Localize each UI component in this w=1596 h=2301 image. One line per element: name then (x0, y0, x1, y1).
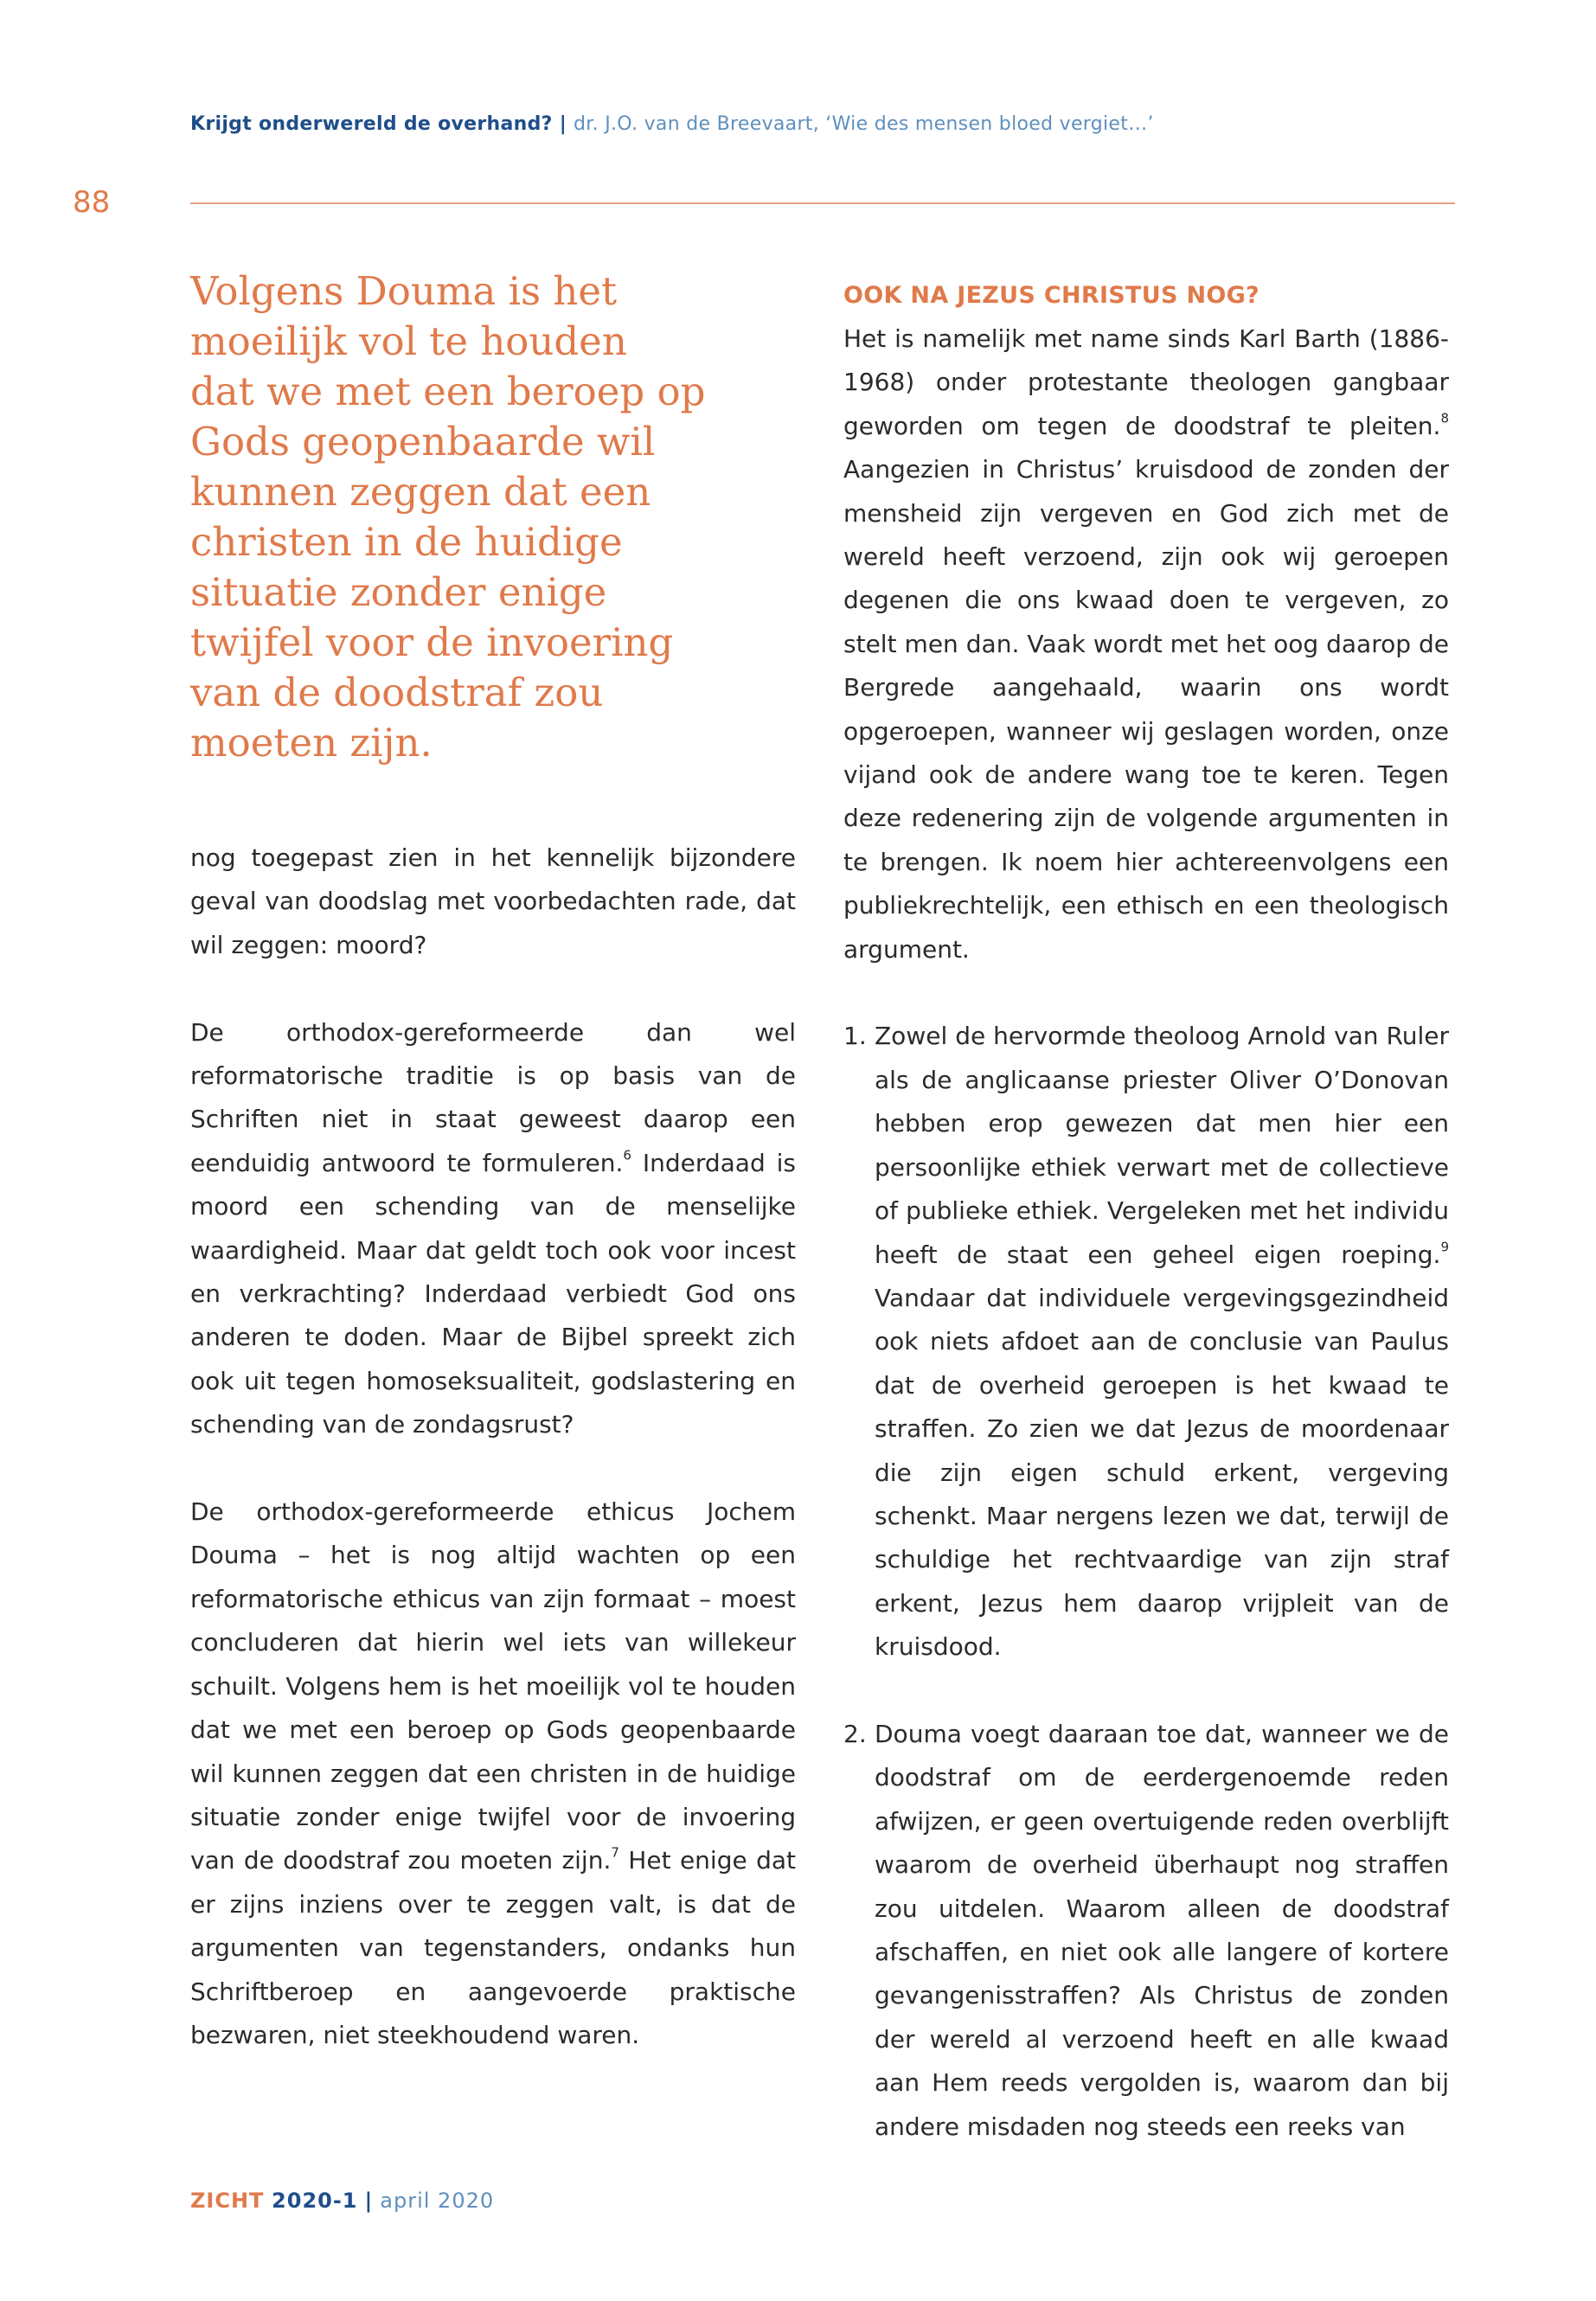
paragraph-text: Inderdaad is moord een schending van de menselijke waardigheid. Maar dat geldt toch ook voor incest en verkrachting? Inderdaad verbiedt God ons anderen te doden. Maar de Bijbel spreekt zich ook uit tegen homoseksualiteit, godslastering en schending van de zondagsrust? (190, 1148, 796, 1439)
list-item (843, 1015, 1449, 1669)
body-paragraph (190, 836, 796, 967)
list-item (843, 1713, 1449, 2149)
series-title: Krijgt onderwereld de overhand? (190, 113, 553, 135)
pull-quote-line: situatie zonder enige (190, 569, 607, 615)
list-item-text: Douma voegt daaraan toe dat, wanneer we de doodstraf om de eerdergenoemde reden afwijzen, er geen overtuigende reden overblijft waarom de overheid überhaupt nog straffen zou uitdelen. Waarom alleen de doodstraf afschaffen, en niet ook alle langere of kortere gevangenisstraffen? Als Christus de zonden der wereld al verzoend heeft en alle kwaad aan Hem reeds vergolden is, waarom dan bij andere misdaden nog steeds een reeks van (875, 1719, 1449, 2141)
pull-quote-line: van de doodstraf zou (190, 670, 604, 715)
footnote-ref: 8 (1440, 410, 1449, 426)
article-info: dr. J.O. van de Breevaart, ‘Wie des mensen bloed vergiet…’ (574, 113, 1154, 135)
header-separator: | (559, 113, 567, 135)
footnote-ref: 7 (611, 1844, 619, 1861)
issue-date: april 2020 (380, 2189, 495, 2213)
section-heading: OOK NA JEZUS CHRISTUS NOG? (843, 282, 1260, 309)
right-column (843, 274, 1449, 2149)
paragraph-text: Aangezien in Christus’ kruisdood de zonden der mensheid zijn vergeven en God zich met de wereld heeft verzoend, zijn ook wij geroepen degenen die ons kwaad doen te vergeven, zo stelt men dan. Vaak wordt met het oog daarop de Bergrede aangehaald, waarin ons wordt opgeroepen, wanneer wij geslagen worden, onze vijand ook de andere wang toe te keren. Tegen deze redenering zijn de volgende argumenten in te brengen. Ik noem hier achtereenvolgens een publiekrechtelijk, een ethisch en een theologisch argument. (843, 455, 1449, 964)
footnote-ref: 6 (623, 1147, 631, 1163)
paragraph-text: Het enige dat er zijns inziens over te zeggen valt, is dat de argumenten van tegenstanders, ondanks hun Schriftberoep en aangevoerde praktische bezwaren, niet steekhoudend waren. (190, 1846, 796, 2049)
issue-number: 2020-1 (272, 2189, 358, 2213)
page-number: 88 (73, 185, 111, 220)
paragraph-text: Het is namelijk met name sinds Karl Barth (1886-1968) onder protestante theologen gangbaar geworden om tegen de doodstraf te pleiten. (843, 324, 1449, 440)
paragraph-text: De orthodox-gereformeerde ethicus Jochem Douma – het is nog altijd wachten op een reformatorische ethicus van zijn formaat – moest concluderen dat hierin wel iets van willekeur schuilt. Volgens hem is het moeilijk vol te houden dat we met een beroep op Gods geopenbaarde wil kunnen zeggen dat een christen in de huidige situatie zonder enige twijfel voor de invoering van de doodstraf zou moeten zijn. (190, 1497, 796, 1875)
footer-separator: | (364, 2189, 374, 2213)
pull-quote-line: dat we met een beroep op (190, 369, 706, 414)
body-paragraph (190, 1490, 796, 2057)
list-number: 2. (843, 1719, 867, 1748)
list-number: 1. (843, 1022, 867, 1051)
running-header (190, 113, 1453, 135)
pull-quote-line: christen in de huidige (190, 519, 623, 565)
pull-quote-line: moeten zijn. (190, 720, 433, 766)
running-footer (190, 2189, 494, 2213)
body-paragraph (190, 1011, 796, 1447)
pull-quote-line: Gods geopenbaarde wil (190, 419, 656, 465)
body-paragraph (843, 317, 1449, 971)
left-column (190, 836, 796, 2057)
argument-list (843, 1015, 1449, 2149)
header-rule (190, 202, 1455, 204)
pull-quote-line: twijfel voor de invoering (190, 619, 674, 665)
paragraph-text: De orthodox-gereformeerde dan wel reformatorische traditie is op basis van de Schriften niet in staat geweest daarop een eenduidig antwoord te formuleren. (190, 1017, 796, 1177)
footnote-ref: 9 (1440, 1239, 1449, 1255)
list-item-text: Vandaar dat individuele vergevingsgezindheid ook niets afdoet aan de conclusie van Paulus dat de overheid geroepen is het kwaad te straffen. Zo zien we dat Jezus de moordenaar die zijn eigen schuld erkent, vergeving schenkt. Maar nergens lezen we dat, terwijl de schuldige het rechtvaardige van zijn straf erkent, Jezus hem daarop vrijpleit van de kruisdood. (875, 1283, 1449, 1662)
paragraph-text: nog toegepast zien in het kennelijk bijzondere geval van doodslag met voorbedachten rade, dat wil zeggen: moord? (190, 843, 796, 959)
pull-quote (190, 266, 813, 768)
pull-quote-line: moeilijk vol te houden (190, 318, 627, 364)
magazine-name: ZICHT (190, 2189, 265, 2213)
list-item-text: Zowel de hervormde theoloog Arnold van Ruler als de anglicaanse priester Oliver O’Donovan hebben erop gewezen dat men hier een persoonlijke ethiek verwart met de collectieve of publieke ethiek. Vergeleken met het individu heeft de staat een geheel eigen roeping. (875, 1022, 1449, 1269)
pull-quote-line: Volgens Douma is het (190, 268, 618, 314)
pull-quote-line: kunnen zeggen dat een (190, 469, 651, 515)
